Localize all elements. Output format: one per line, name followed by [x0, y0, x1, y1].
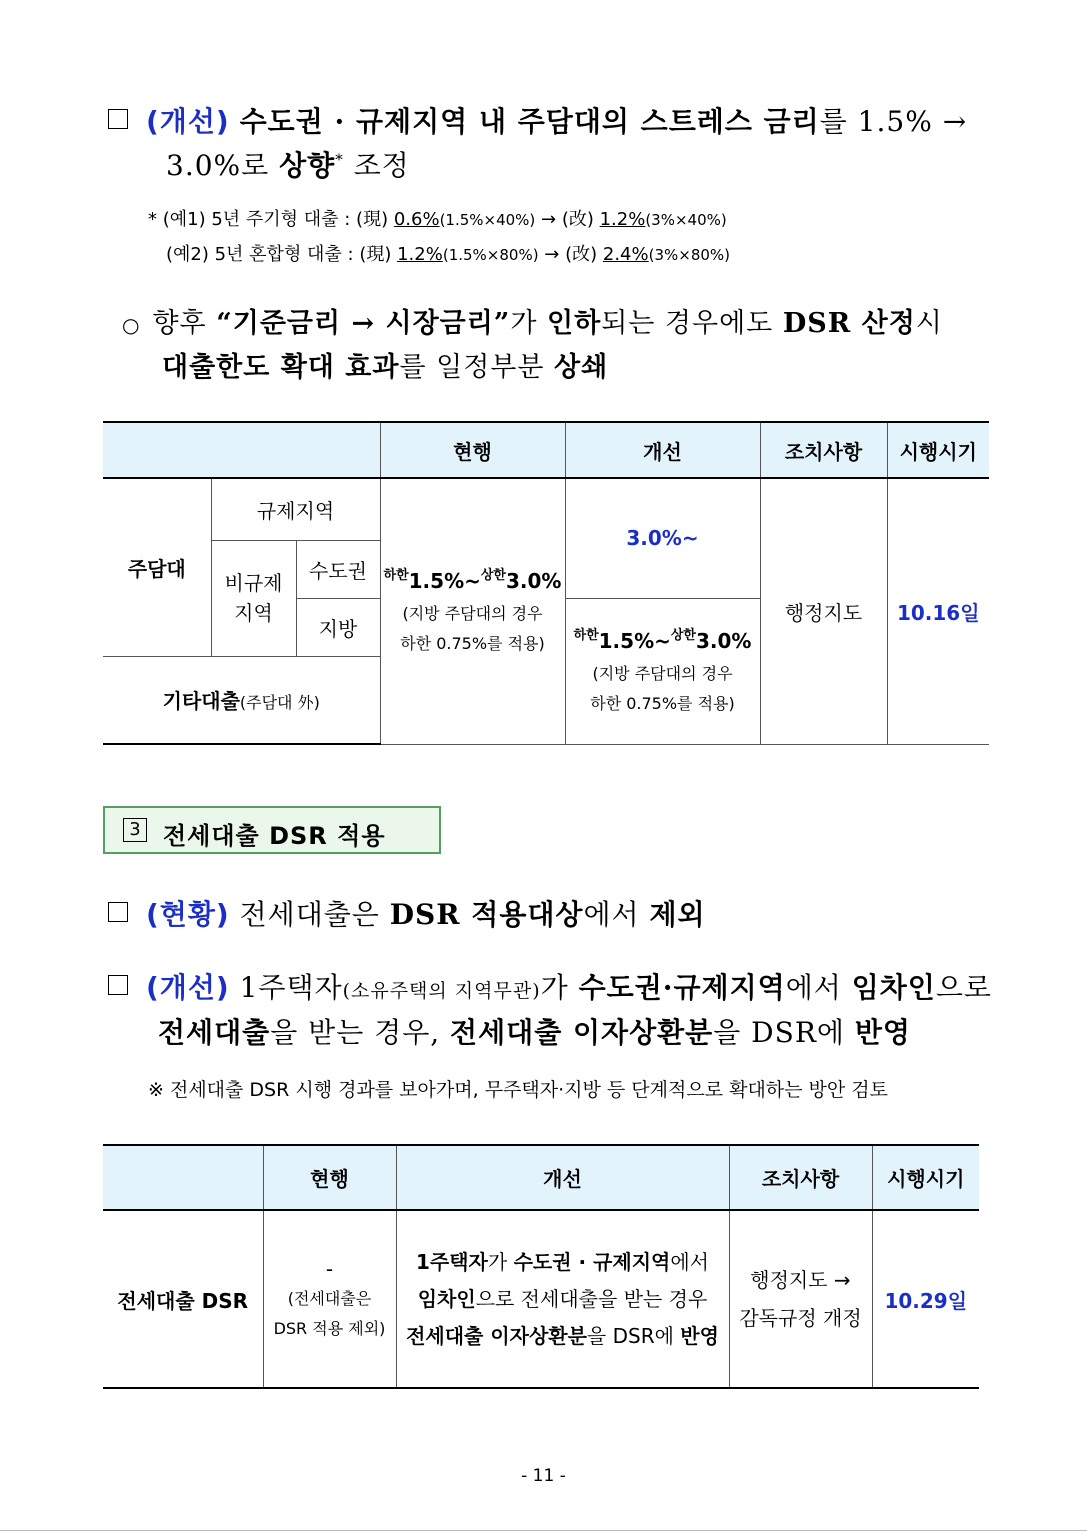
rate-target: 3.0%로 — [166, 149, 280, 182]
reflect-word: 반영 — [854, 1016, 911, 1049]
other-loan-label: 기타대출 — [162, 689, 240, 714]
text: 에서 — [670, 1249, 709, 1274]
upper-bound-label: 상한 — [480, 567, 506, 583]
tenant: 임차인 — [851, 971, 936, 1004]
lower-bound-value: 1.5%~ — [408, 568, 481, 593]
dsr-target: DSR 적용대상 — [389, 898, 584, 931]
lower-bound-label: 하한 — [383, 567, 409, 583]
excluded-word: 제외 — [649, 898, 706, 931]
improve-line-1 — [146, 100, 967, 140]
other-loan-note: (주담대 外) — [239, 693, 320, 713]
action-cell — [729, 1210, 872, 1388]
rate-shift: “기준금리 → 시장금리” — [216, 308, 511, 339]
note-arrow: → (改) — [538, 244, 603, 265]
text: 전세대출은 — [239, 898, 390, 931]
circle-bullet-icon: ○ — [122, 313, 141, 337]
local-area: 지방 — [296, 598, 380, 656]
checkbox-icon — [108, 109, 128, 129]
sub-bullet-line-1 — [122, 301, 943, 340]
date-cell: 10.16일 — [887, 478, 989, 744]
header-current: 현행 — [380, 422, 565, 478]
raise-word: 상향 — [279, 149, 336, 182]
footer-divider — [0, 1530, 1087, 1531]
current-rate-cell — [380, 478, 565, 744]
section-title: 전세대출 DSR 적용 — [163, 822, 386, 850]
note-calc: (3%×40%) — [645, 211, 727, 229]
header-date: 시행시기 — [872, 1145, 979, 1210]
header-improve: 개선 — [396, 1145, 729, 1210]
regulated-area: 규제지역 — [211, 478, 380, 540]
header-blank — [103, 422, 380, 478]
lower-bound-value: 1.5%~ — [598, 628, 671, 653]
section-3-header — [103, 806, 441, 854]
jeonse-loan: 전세대출 — [158, 1016, 271, 1049]
text: 에서 — [583, 898, 650, 931]
text: 으로 전세대출을 받는 경우 — [475, 1286, 708, 1311]
current-note: 하한 0.75%를 적용) — [400, 633, 545, 653]
date-cell: 10.29일 — [872, 1210, 979, 1388]
action-cell: 행정지도 — [760, 478, 887, 744]
improve-cell — [396, 1210, 729, 1388]
note-calc: (1.5%×80%) — [442, 246, 539, 264]
header-action: 조치사항 — [729, 1145, 872, 1210]
text: 을 DSR에 — [586, 1323, 681, 1348]
reference-note: ※ 전세대출 DSR 시행 경과를 보아가며, 무주택자·지방 등 단계적으로 확대하는 방안 검토 — [148, 1079, 889, 1101]
interest-portion: 전세대출 이자상환분 — [406, 1323, 587, 1348]
note-value: 1.2% — [599, 209, 646, 230]
text: 시 — [915, 308, 943, 339]
interest-portion: 전세대출 이자상환분 — [450, 1016, 714, 1049]
dash: - — [325, 1257, 334, 1281]
row-label-other — [103, 656, 380, 744]
limit-effect: 대출한도 확대 효과 — [162, 352, 400, 383]
capital-area: 수도권 — [296, 540, 380, 598]
note-calc: (3%×80%) — [648, 246, 731, 264]
text: 으로 — [935, 971, 992, 1004]
text: 을 받는 경우, — [270, 1016, 451, 1049]
text: 1주택자 — [239, 971, 343, 1004]
note-value: 1.2% — [397, 244, 443, 265]
area: 수도권·규제지역 — [578, 971, 786, 1004]
current-note: (지방 주담대의 경우 — [402, 603, 543, 623]
area: 수도권 · 규제지역 — [513, 1249, 671, 1274]
current-note: (전세대출은 — [287, 1289, 372, 1308]
note-value: 2.4% — [602, 244, 649, 265]
dsr-calc: DSR 산정 — [782, 308, 916, 339]
example-note-1 — [148, 205, 727, 231]
lower-bound-label: 하한 — [573, 627, 599, 643]
improve-tag: (개선) — [146, 105, 230, 138]
tenant: 임차인 — [417, 1286, 476, 1311]
header-current: 현행 — [263, 1145, 396, 1210]
reflect-word: 반영 — [680, 1323, 719, 1348]
status-line — [146, 893, 706, 933]
section-number: 3 — [123, 818, 147, 842]
text: 가 — [540, 971, 579, 1004]
offset-word: 상쇄 — [554, 352, 609, 383]
header-action: 조치사항 — [760, 422, 887, 478]
note-value: 0.6% — [393, 209, 440, 230]
text: 가 — [510, 308, 548, 339]
cut-word: 인하 — [547, 308, 602, 339]
note-calc: (1.5%×40%) — [439, 211, 536, 229]
mortgage-table — [103, 421, 989, 745]
owner-note: (소유주택의 지역무관) — [342, 980, 541, 1002]
status-tag: (현황) — [146, 898, 230, 931]
header-date: 시행시기 — [887, 422, 989, 478]
improve-tag: (개선) — [146, 971, 230, 1004]
note-lead: (예2) 5년 혼합형 대출 : (現) — [166, 244, 398, 265]
text: 에서 — [785, 971, 852, 1004]
row-label-mortgage: 주담대 — [103, 478, 211, 656]
improve2-line-1 — [146, 966, 992, 1006]
current-cell — [263, 1210, 396, 1388]
note-lead: * (예1) 5년 주기형 대출 : (現) — [148, 209, 394, 230]
improve-line-2 — [166, 144, 410, 184]
improve-note: (지방 주담대의 경우 — [592, 663, 733, 683]
note-arrow: → (改) — [535, 209, 600, 230]
improve2-line-2 — [158, 1011, 911, 1051]
improve-top-rate: 3.0%~ — [565, 478, 760, 598]
sub-bullet-line-2 — [162, 345, 608, 384]
upper-bound-value: 3.0% — [506, 568, 562, 593]
checkbox-icon — [108, 975, 128, 995]
page-number: - 11 - — [521, 1466, 566, 1486]
improve-bottom-cell — [565, 598, 760, 744]
footnote-mark: * — [335, 150, 344, 169]
text: 을 DSR에 — [713, 1016, 855, 1049]
example-note-2 — [166, 240, 730, 266]
adjust-word: 조정 — [343, 149, 410, 182]
jeonse-table — [103, 1144, 979, 1389]
upper-bound-value: 3.0% — [696, 628, 752, 653]
single-home-owner: 1주택자 — [416, 1249, 488, 1274]
header-improve: 개선 — [565, 422, 760, 478]
text: 를 일정부분 — [399, 352, 555, 383]
nonregulated-area: 비규제 지역 — [211, 540, 296, 656]
text: 가 — [487, 1249, 514, 1274]
header-blank — [103, 1145, 263, 1210]
row-label-jeonse: 전세대출 DSR — [103, 1210, 263, 1388]
action-line: 행정지도 → — [750, 1268, 851, 1292]
text: 향후 — [152, 308, 217, 339]
text: 되는 경우에도 — [601, 308, 783, 339]
current-note: DSR 적용 제외) — [273, 1319, 386, 1338]
improve-note: 하한 0.75%를 적용) — [590, 693, 735, 713]
checkbox-icon — [108, 902, 128, 922]
rate-subject: 수도권 · 규제지역 내 주담대의 스트레스 금리 — [239, 105, 820, 138]
upper-bound-label: 상한 — [670, 627, 696, 643]
rate-change: 를 1.5% → — [819, 105, 968, 138]
action-line: 감독규정 개정 — [739, 1306, 862, 1330]
